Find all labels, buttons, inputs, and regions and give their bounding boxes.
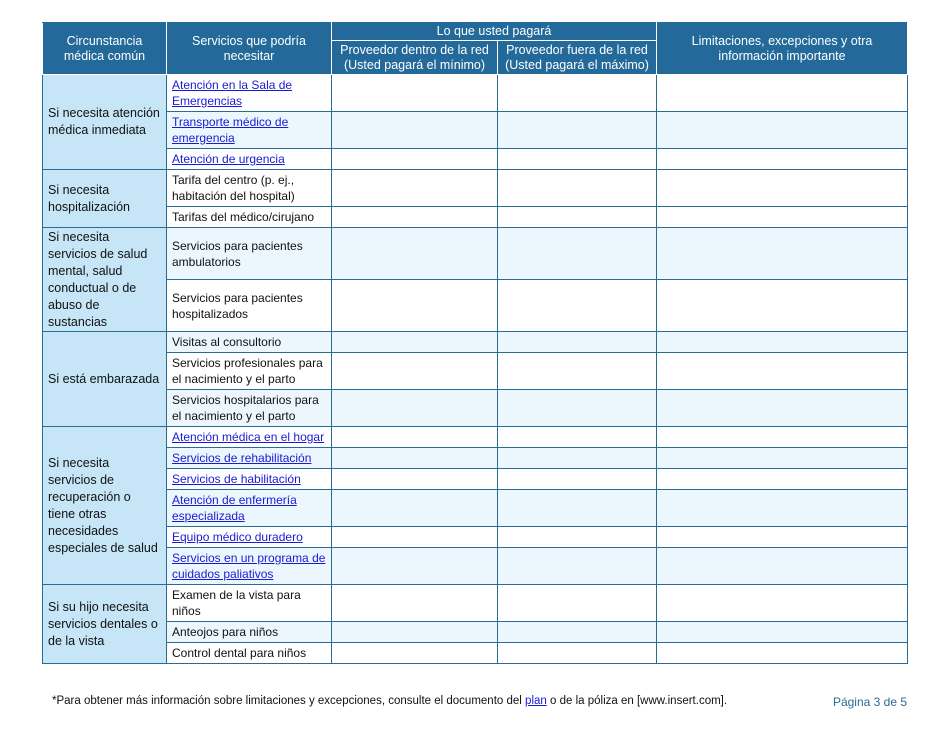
limitations-cell [657, 112, 908, 149]
in-network-cell [332, 332, 498, 353]
service-cell [167, 170, 332, 207]
out-network-cell [498, 469, 657, 490]
in-network-cell [332, 585, 498, 622]
page-number: Página 3 de 5 [832, 695, 907, 709]
table-row [43, 527, 908, 548]
limitations-cell [657, 622, 908, 643]
table-row [43, 112, 908, 149]
limitations-cell [657, 353, 908, 390]
limitations-cell [657, 643, 908, 664]
service-link[interactable]: Atención de urgencia [172, 152, 285, 166]
service-label: Anteojos para niños [172, 625, 279, 639]
in-network-cell [332, 427, 498, 448]
limitations-cell [657, 448, 908, 469]
limitations-cell [657, 548, 908, 585]
condition-cell: Si necesita servicios de salud mental, salud conductual o de abuso de sustancias [43, 228, 167, 332]
condition-cell: Si necesita servicios de recuperación o tiene otras necesidades especiales de salud [43, 427, 167, 585]
condition-cell: Si necesita hospitalización [43, 170, 167, 228]
limitations-cell [657, 390, 908, 427]
in-network-cell [332, 622, 498, 643]
in-network-cell [332, 75, 498, 112]
header-limitations: Limitaciones, excepciones y otra información importante [657, 23, 908, 75]
in-network-cell [332, 390, 498, 427]
table-row [43, 170, 908, 207]
service-link[interactable]: Atención médica en el hogar [172, 430, 325, 444]
table-row [43, 643, 908, 664]
table-row [43, 207, 908, 228]
out-network-cell [498, 490, 657, 527]
header-what-you-pay: Lo que usted pagará [332, 23, 657, 41]
benefits-table [42, 22, 908, 664]
limitations-cell [657, 228, 908, 280]
limitations-cell [657, 427, 908, 448]
in-network-cell [332, 149, 498, 170]
out-network-cell [498, 622, 657, 643]
service-link[interactable]: Equipo médico duradero [172, 530, 303, 544]
out-network-cell [498, 548, 657, 585]
service-cell [167, 75, 332, 112]
service-cell [167, 332, 332, 353]
table-row [43, 427, 908, 448]
service-cell [167, 228, 332, 280]
limitations-cell [657, 149, 908, 170]
limitations-cell [657, 527, 908, 548]
limitations-cell [657, 585, 908, 622]
in-network-cell [332, 448, 498, 469]
service-link[interactable]: Atención en la Sala de Emergencias [172, 78, 293, 108]
table-row [43, 75, 908, 112]
condition-cell: Si su hijo necesita servicios dentales o de la vista [43, 585, 167, 664]
service-cell [167, 149, 332, 170]
header-out-network: Proveedor fuera de la red (Usted pagará el máximo) [498, 41, 657, 75]
service-label: Tarifa del centro (p. ej., habitación del hospital) [172, 173, 295, 203]
service-label: Servicios para pacientes ambulatorios [172, 238, 303, 269]
limitations-cell [657, 170, 908, 207]
limitations-cell [657, 490, 908, 527]
service-label: Servicios hospitalarios para el nacimiento y el parto [172, 393, 319, 423]
service-link[interactable]: Transporte médico de emergencia [172, 115, 289, 145]
service-label: Tarifas del médico/cirujano [172, 210, 315, 224]
out-network-cell [498, 527, 657, 548]
service-label: Control dental para niños [172, 646, 307, 660]
out-network-cell [498, 75, 657, 112]
table-row [43, 228, 908, 280]
service-cell [167, 585, 332, 622]
limitations-cell [657, 332, 908, 353]
in-network-cell [332, 280, 498, 332]
service-link[interactable]: Atención de enfermería especializada [172, 493, 297, 523]
in-network-cell [332, 490, 498, 527]
service-label: Servicios para pacientes hospitalizados [172, 290, 303, 321]
service-link[interactable]: Servicios en un programa de cuidados paliativos [172, 551, 326, 581]
footer-note [52, 695, 727, 707]
table-row [43, 548, 908, 585]
in-network-cell [332, 548, 498, 585]
out-network-cell [498, 170, 657, 207]
table-row [43, 469, 908, 490]
service-cell [167, 490, 332, 527]
service-link[interactable]: Servicios de rehabilitación [172, 451, 312, 465]
out-network-cell [498, 228, 657, 280]
service-cell [167, 448, 332, 469]
service-cell [167, 622, 332, 643]
in-network-cell [332, 207, 498, 228]
service-cell [167, 548, 332, 585]
in-network-cell [332, 469, 498, 490]
in-network-cell [332, 643, 498, 664]
service-cell [167, 353, 332, 390]
service-link[interactable]: Servicios de habilitación [172, 472, 301, 486]
table-body [43, 75, 908, 664]
service-cell [167, 427, 332, 448]
service-cell [167, 112, 332, 149]
condition-cell: Si está embarazada [43, 332, 167, 427]
table-row [43, 149, 908, 170]
out-network-cell [498, 207, 657, 228]
out-network-cell [498, 332, 657, 353]
out-network-cell [498, 585, 657, 622]
out-network-cell [498, 390, 657, 427]
in-network-cell [332, 170, 498, 207]
service-cell [167, 469, 332, 490]
service-label: Servicios profesionales para el nacimiento y el parto [172, 356, 323, 386]
in-network-cell [332, 112, 498, 149]
table-row [43, 332, 908, 353]
limitations-cell [657, 280, 908, 332]
out-network-cell [498, 112, 657, 149]
in-network-cell [332, 527, 498, 548]
service-cell [167, 527, 332, 548]
table-row [43, 490, 908, 527]
condition-cell: Si necesita atención médica inmediata [43, 75, 167, 170]
header-services: Servicios que podría necesitar [167, 23, 332, 75]
table-row [43, 622, 908, 643]
limitations-cell [657, 207, 908, 228]
out-network-cell [498, 643, 657, 664]
footer-note-text-end: o de la póliza en [www.insert.com]. [550, 695, 728, 707]
table-row [43, 353, 908, 390]
out-network-cell [498, 280, 657, 332]
out-network-cell [498, 448, 657, 469]
table-row [43, 448, 908, 469]
limitations-cell [657, 469, 908, 490]
table-row [43, 585, 908, 622]
service-cell [167, 390, 332, 427]
in-network-cell [332, 353, 498, 390]
header-in-network: Proveedor dentro de la red (Usted pagará el mínimo) [332, 41, 498, 75]
table-row [43, 280, 908, 332]
out-network-cell [498, 427, 657, 448]
service-cell [167, 643, 332, 664]
in-network-cell [332, 228, 498, 280]
service-cell [167, 207, 332, 228]
header-condition: Circunstancia médica común [43, 23, 167, 75]
service-cell [167, 280, 332, 332]
out-network-cell [498, 353, 657, 390]
plan-link[interactable]: plan [525, 695, 547, 707]
table-row [43, 390, 908, 427]
footer-note-text: *Para obtener más información sobre limitaciones y excepciones, consulte el documento del [52, 695, 522, 707]
service-label: Examen de la vista para niños [172, 588, 301, 618]
limitations-cell [657, 75, 908, 112]
out-network-cell [498, 149, 657, 170]
service-label: Visitas al consultorio [172, 335, 282, 349]
